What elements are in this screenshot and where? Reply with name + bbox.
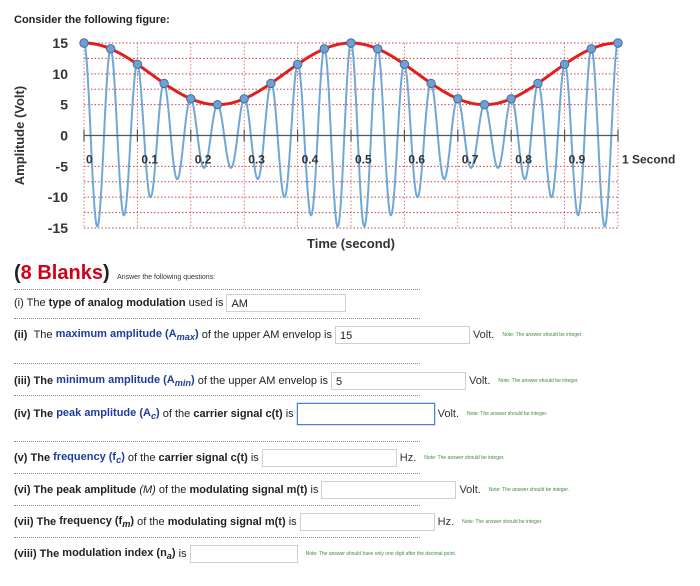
envelope-point (213, 100, 221, 108)
envelope-point (160, 79, 168, 87)
envelope-point (454, 95, 462, 103)
answer-input-2[interactable]: 15 (335, 326, 470, 344)
separator (14, 441, 420, 442)
am-signal-chart (0, 0, 700, 256)
envelope-point (427, 79, 435, 87)
envelope-point (240, 95, 248, 103)
envelope-point (267, 79, 275, 87)
x-tick-label: 0.7 (461, 152, 479, 167)
envelope-point (320, 45, 328, 53)
x-tick-label: 0.1 (141, 152, 159, 167)
y-tick-label: -10 (47, 189, 68, 206)
question-1: (i) The type of analog modulation used is AM (14, 294, 346, 312)
blanks-title: (8 Blanks) (14, 262, 110, 284)
intro-text: Consider the following figure: (14, 14, 170, 26)
x-tick-label: 0.6 (408, 152, 426, 167)
x-tick-label: 0.8 (515, 152, 532, 167)
answer-input-1[interactable]: AM (226, 294, 346, 312)
x-tick-label: 0.5 (355, 152, 372, 167)
question-5: (v) The frequency $(f_c)$ of the carrier signal c(t) is Hz. Note: The answer should be integer. (14, 450, 505, 466)
x-tick-label: 0.9 (568, 152, 586, 167)
y-tick-label: -5 (55, 158, 68, 175)
answer-input-7[interactable] (300, 513, 435, 531)
question-2: (ii) The maximum amplitude $(A_{max})$ of the upper AM envelop is 15 Volt. Note: The answer should be integer. (14, 327, 583, 343)
envelope-point (347, 39, 355, 47)
separator (14, 318, 420, 319)
x-tick-label: 0.2 (194, 152, 212, 167)
y-axis-label: Amplitude (Volt) (12, 85, 27, 186)
question-8: (viii) The modulation index $(n_a)$ is Note: The answer should have only one digit after the decimal point. (14, 546, 457, 562)
envelope-point (187, 95, 195, 103)
question-4: (iv) The peak amplitude $(A_c)$ of the carrier signal c(t) is Volt. Note: The answer should be integer. (14, 403, 547, 425)
x-end-label: Second (632, 152, 676, 167)
answer-input-5[interactable] (262, 449, 397, 467)
question-6: (vi) The peak amplitude (M) of the modulating signal m(t) is Volt. Note: The answer should be integer. (14, 481, 569, 499)
envelope-point (400, 60, 408, 68)
envelope-point (133, 60, 141, 68)
y-tick-label: 10 (52, 65, 68, 82)
x-tick-label: 1 (622, 152, 629, 167)
x-tick-label: 0.3 (248, 152, 265, 167)
separator (14, 505, 420, 506)
y-tick-label: 5 (60, 96, 68, 113)
envelope-point (534, 79, 542, 87)
envelope-point (374, 45, 382, 53)
separator (14, 537, 420, 538)
envelope-point (107, 45, 115, 53)
question-3: (iii) The minimum amplitude $(A_{min})$ of the upper AM envelop is 5 Volt. Note: The answer should be integer. (14, 373, 579, 389)
y-tick-label: 0 (60, 127, 68, 144)
answer-input-6[interactable] (321, 481, 456, 499)
envelope-point (507, 95, 515, 103)
separator (14, 289, 420, 290)
blanks-subtitle: Answer the following questions: (117, 274, 216, 281)
x-tick-label: 0.4 (301, 152, 319, 167)
y-tick-label: -15 (47, 220, 68, 236)
answer-input-4[interactable] (297, 403, 435, 425)
envelope-point (480, 100, 488, 108)
x-tick-label: 0 (86, 152, 93, 167)
separator (14, 473, 420, 474)
answer-input-3[interactable]: 5 (331, 372, 466, 390)
separator (14, 363, 420, 364)
envelope-point (80, 39, 88, 47)
x-axis-label: Time (second) (307, 236, 395, 251)
y-tick-label: 15 (52, 35, 68, 51)
separator (14, 395, 420, 396)
envelope-point (614, 39, 622, 47)
envelope-point (587, 45, 595, 53)
envelope-point (293, 60, 301, 68)
envelope-point (560, 60, 568, 68)
blanks-header (14, 262, 215, 285)
question-7: (vii) The frequency $(f_m)$ of the modulating signal m(t) is Hz. Note: The answer should be integer. (14, 514, 543, 530)
answer-input-8[interactable] (190, 545, 298, 563)
